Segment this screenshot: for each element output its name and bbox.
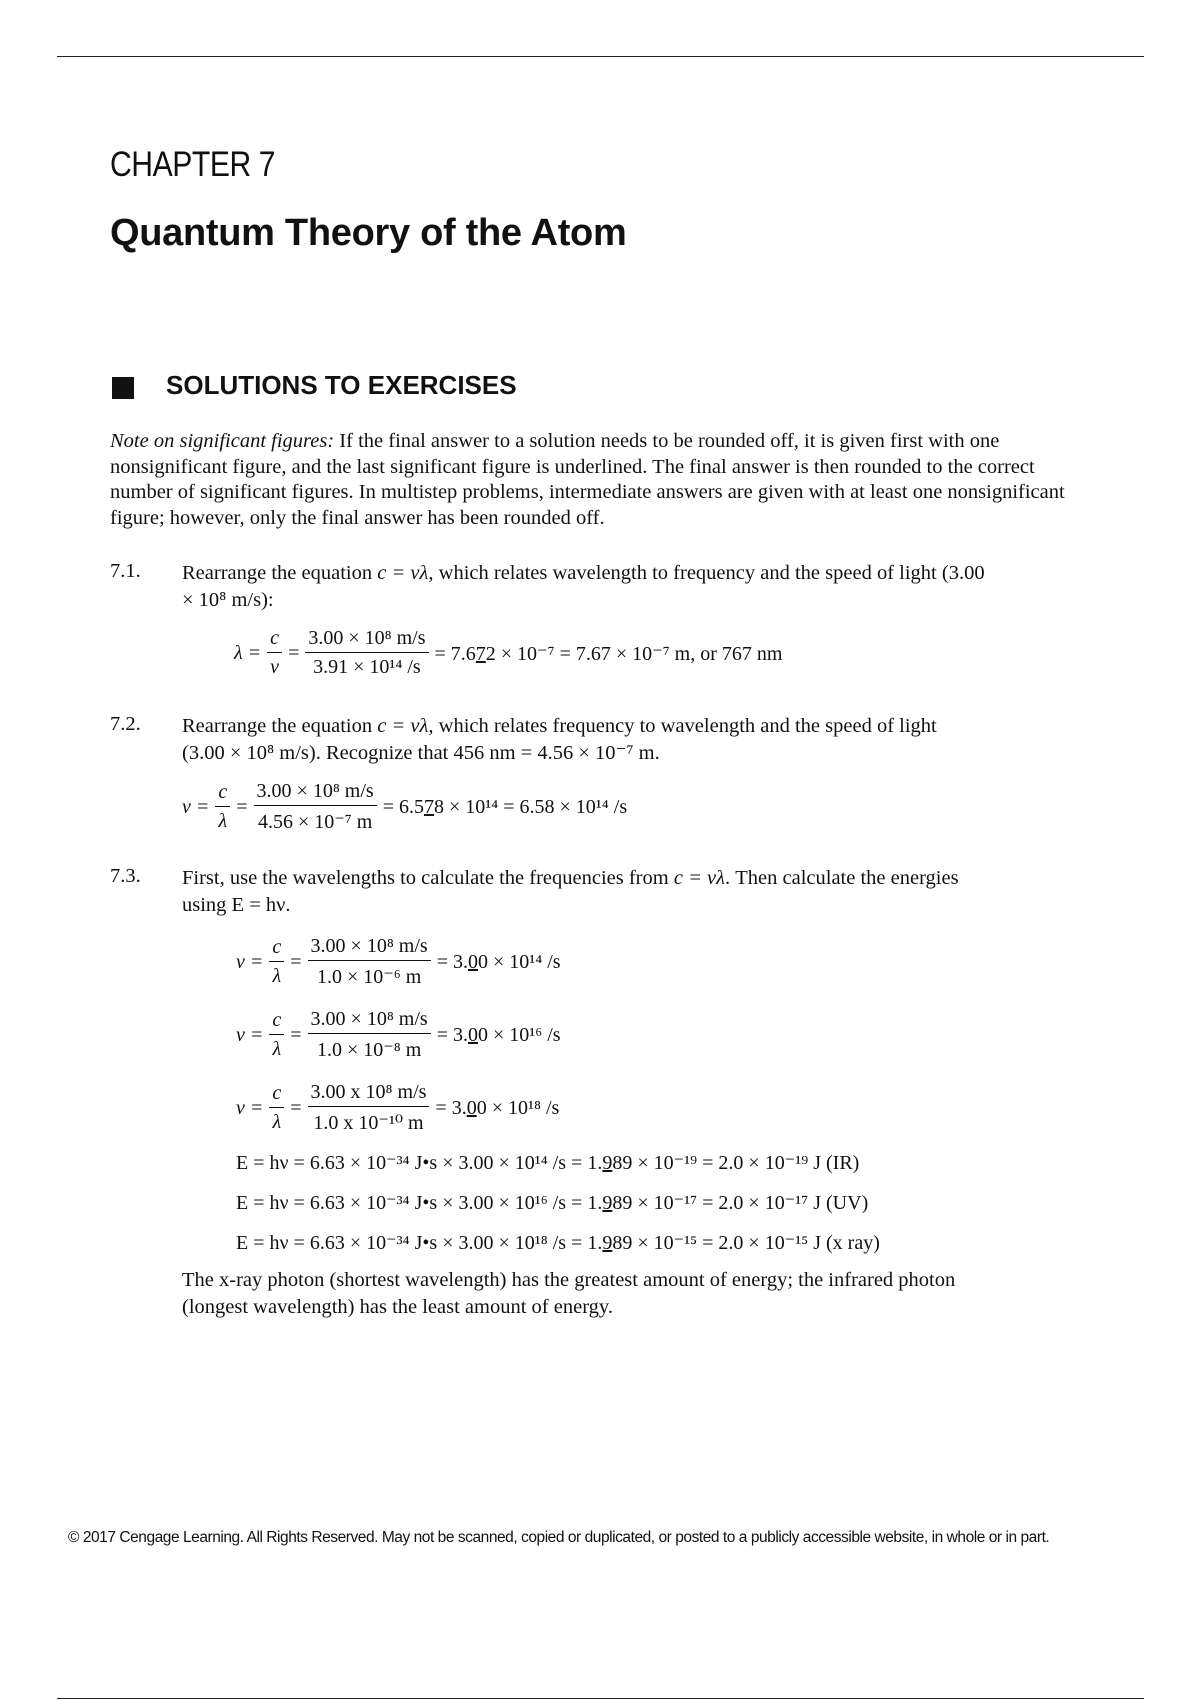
conclusion-line: The x-ray photon (shortest wavelength) has the greatest amount of energy; the infrared photon [182, 1269, 956, 1291]
exercise-text: Rearrange the equation c = νλ, which relates wavelength to frequency and the speed of light (3.00 [182, 562, 985, 584]
exercise-text: First, use the wavelengths to calculate the frequencies from c = νλ. Then calculate the energies [182, 867, 959, 889]
frequency-equation: ν = $\frac{c}{\lambda}$ = $\frac{\text{3.00 x 10⁸ m/s}}{\text{1.0 x 10⁻¹⁰ m}}$ = 3.00 × 10¹⁸ /s [236, 1081, 560, 1134]
inline-equation: c = νλ [673, 867, 726, 889]
exercise-text: Rearrange the equation c = νλ, which relates frequency to wavelength and the speed of light [182, 715, 937, 737]
note-text: If the final answer to a solution needs to be rounded off, it is given first with one nonsignificant figure, and the last significant figure is underlined. The final answer is then rounded to the correct number of significant figures. In multistep problems, intermediate answers are given with at least one nonsignificant figure; however, only the final answer has been rounded off. [110, 430, 1065, 529]
note-paragraph [110, 429, 1070, 531]
equation: λ = $\frac{c}{\nu}$ = $\frac{\text{3.00 × 10⁸ m/s}}{\text{3.91 × 10¹⁴ /s}}$ = 7.672 × 10⁻⁷ = 7.67 × 10⁻⁷ m, or 767 nm [234, 627, 783, 678]
inline-equation: c = νλ [377, 562, 429, 584]
section-title: SOLUTIONS TO EXERCISES [166, 370, 517, 400]
exercise-text-cont: × 10⁸ m/s): [182, 589, 274, 611]
energy-line: E = hν = 6.63 × 10⁻³⁴ J•s × 3.00 × 10¹⁴ /s = 1.989 × 10⁻¹⁹ = 2.0 × 10⁻¹⁹ J (IR) [236, 1152, 860, 1174]
exercise-number: 7.1. [110, 560, 141, 582]
inline-equation: c = νλ [377, 715, 429, 737]
note-label: Note on significant figures: [110, 430, 335, 452]
energy-line: E = hν = 6.63 × 10⁻³⁴ J•s × 3.00 × 10¹⁶ /s = 1.989 × 10⁻¹⁷ = 2.0 × 10⁻¹⁷ J (UV) [236, 1192, 869, 1214]
chapter-label: CHAPTER 7 [110, 145, 276, 184]
equation: ν = $\frac{c}{\lambda}$ = $\frac{\text{3.00 × 10⁸ m/s}}{\text{4.56 × 10⁻⁷ m}}$ = 6.578 × 10¹⁴ = 6.58 × 10¹⁴ /s [182, 780, 628, 833]
chapter-title: Quantum Theory of the Atom [110, 212, 627, 254]
bottom-rule [57, 1698, 1144, 1699]
exercise-number: 7.3. [110, 865, 141, 887]
exercise-text-cont: (3.00 × 10⁸ m/s). Recognize that 456 nm = 4.56 × 10⁻⁷ m. [182, 742, 660, 764]
frequency-equation: ν = $\frac{c}{\lambda}$ = $\frac{\text{3.00 × 10⁸ m/s}}{\text{1.0 × 10⁻⁶ m}}$ = 3.00 × 10¹⁴ /s [236, 935, 561, 988]
section-square-icon [112, 377, 134, 399]
exercise-text-cont: using E = hν. [182, 894, 291, 916]
conclusion-line: (longest wavelength) has the least amount of energy. [182, 1296, 613, 1318]
frequency-equation: ν = $\frac{c}{\lambda}$ = $\frac{\text{3.00 × 10⁸ m/s}}{\text{1.0 × 10⁻⁸ m}}$ = 3.00 × 10¹⁶ /s [236, 1008, 561, 1061]
copyright-footer: © 2017 Cengage Learning. All Rights Reserved. May not be scanned, copied or duplicated, or posted to a publicly accessible website, in whole or in part. [68, 1529, 1050, 1546]
top-rule [57, 56, 1144, 57]
exercise-number: 7.2. [110, 713, 141, 735]
energy-line: E = hν = 6.63 × 10⁻³⁴ J•s × 3.00 × 10¹⁸ /s = 1.989 × 10⁻¹⁵ = 2.0 × 10⁻¹⁵ J (x ray) [236, 1232, 880, 1254]
